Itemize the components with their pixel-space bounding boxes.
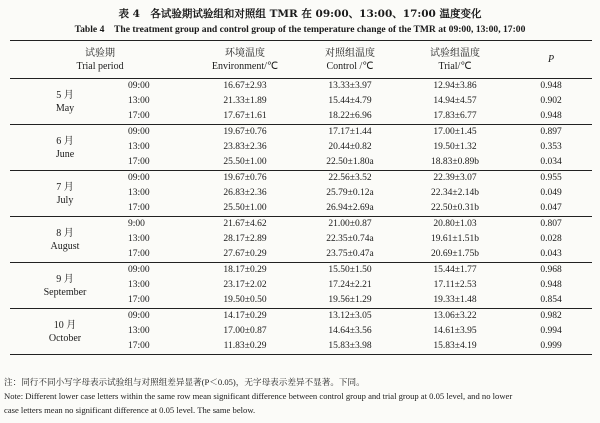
environment-cell: 11.83±0.29 [190,339,300,355]
table-row [10,217,592,233]
trial-period-cell [10,79,120,125]
control-cell: 23.75±0.47a [300,247,400,263]
time-cell: 13:00 [128,142,150,152]
note-english-line-1: Note: Different lower case letters within the same row mean significant difference between control group and trial group at 0.05 level, and no lower [4,391,513,401]
time-cell: 09:00 [128,311,150,321]
trial-cell: 15.83±4.19 [400,339,510,355]
p-value-cell: 0.994 [540,326,562,336]
environment-cell: 19.67±0.76 [223,173,267,183]
p-value-cell: 0.047 [510,201,592,217]
p-value-cell: 0.948 [510,109,592,125]
control-cell: 19.56±1.29 [300,293,400,309]
environment-cell: 27.67±0.29 [190,247,300,263]
environment-cell: 23.17±2.02 [223,280,267,290]
control-cell: 22.35±0.74a [326,234,374,244]
p-value-cell: 0.854 [510,293,592,309]
p-value-cell: 0.897 [540,127,562,137]
environment-cell: 17.00±0.87 [223,326,267,336]
environment-cell: 23.83±2.36 [223,142,267,152]
environment-cell: 25.50±1.00 [190,201,300,217]
trial-cell: 12.94±3.86 [433,81,477,91]
trial-cell: 19.33±1.48 [400,293,510,309]
time-cell: 17:00 [120,247,190,263]
environment-cell: 17.67±1.61 [190,109,300,125]
control-cell: 18.22±6.96 [300,109,400,125]
time-cell: 09:00 [128,81,150,91]
environment-cell: 28.17±2.89 [223,234,267,244]
trial-cell: 22.34±2.14b [431,188,479,198]
p-value-cell: 0.948 [540,280,562,290]
table-row [10,309,592,325]
trial-cell: 17.00±1.45 [433,127,477,137]
header-trial-en: Trial/℃ [438,60,472,72]
p-value-cell: 0.807 [540,219,562,229]
time-cell: 13:00 [128,96,150,106]
table-title-chinese: 表 4 各试验期试验组和对照组 TMR 在 09:00、13:00、17:00 温度变化 [118,8,482,20]
time-cell: 9:00 [128,219,145,229]
header-environment [190,41,300,79]
month-en: June [55,148,75,160]
p-value-cell: 0.982 [540,311,562,321]
trial-period-cell [10,263,120,309]
trial-cell: 14.61±3.95 [433,326,477,336]
month-cn: 9 月 [56,273,74,285]
control-cell: 17.17±1.44 [328,127,372,137]
trial-cell: 15.44±1.77 [433,265,477,275]
control-cell: 17.24±2.21 [328,280,372,290]
header-control [300,41,400,79]
control-cell: 13.33±3.97 [328,81,372,91]
environment-cell: 25.50±1.00 [190,155,300,171]
note-english-line-2: case letters mean no significant difference at 0.05 level. The same below. [4,405,256,415]
control-cell: 15.44±4.79 [328,96,372,106]
month-en: July [56,194,74,206]
header-env-cn: 环境温度 [225,47,266,59]
trial-cell: 18.83±0.89b [400,155,510,171]
environment-cell: 16.67±2.93 [223,81,267,91]
trial-period-cell [10,309,120,355]
note-chinese: 注：同行不同小写字母表示试验组与对照组差异显著(P＜0.05)，无字母表示差异不显著。下同。 [4,377,365,387]
header-period-cn: 试验期 [85,47,115,59]
control-cell: 15.83±3.98 [300,339,400,355]
trial-cell: 17.11±2.53 [433,280,477,290]
p-value-cell: 0.902 [540,96,562,106]
table-row [10,263,592,279]
month-en: October [48,332,82,344]
time-cell: 13:00 [128,188,150,198]
p-value-cell: 0.948 [540,81,562,91]
table-row [10,171,592,187]
environment-cell: 21.67±4.62 [223,219,267,229]
temperature-table [10,40,592,355]
control-cell: 25.79±0.12a [326,188,374,198]
p-value-cell: 0.043 [510,247,592,263]
time-cell: 09:00 [128,265,150,275]
environment-cell: 14.17±0.29 [223,311,267,321]
header-env-en: Environment/℃ [211,60,279,72]
month-cn: 5 月 [56,89,74,101]
p-value-cell: 0.955 [540,173,562,183]
header-trial [400,41,510,79]
month-cn: 6 月 [56,135,74,147]
header-control-cn: 对照组温度 [325,47,376,59]
trial-cell: 19.61±1.51b [431,234,479,244]
control-cell: 13.12±3.05 [328,311,372,321]
month-en: September [43,286,87,298]
p-value-cell: 0.034 [510,155,592,171]
time-cell: 17:00 [120,339,190,355]
header-trial-period [10,41,190,79]
table-title-english: Table 4 The treatment group and control group of the temperature change of the TMR at 09:00, 13:00, 17:00 [74,24,526,35]
time-cell: 17:00 [120,155,190,171]
header-trial-cn: 试验组温度 [430,47,481,59]
control-cell: 22.56±3.52 [328,173,372,183]
time-cell: 17:00 [120,293,190,309]
time-cell: 17:00 [120,201,190,217]
control-cell: 14.64±3.56 [328,326,372,336]
table-body [10,79,592,355]
time-cell: 13:00 [128,326,150,336]
month-en: August [50,240,80,252]
p-value-cell: 0.999 [510,339,592,355]
month-cn: 8 月 [56,227,74,239]
header-row [10,41,592,79]
trial-period-cell [10,171,120,217]
p-value-cell: 0.353 [540,142,562,152]
trial-period-cell [10,125,120,171]
trial-cell: 22.39±3.07 [433,173,477,183]
header-p-value: P [510,41,592,79]
trial-cell: 14.94±4.57 [433,96,477,106]
trial-period-cell [10,217,120,263]
control-cell: 22.50±1.80a [300,155,400,171]
trial-cell: 17.83±6.77 [400,109,510,125]
environment-cell: 18.17±0.29 [223,265,267,275]
month-cn: 10 月 [53,319,77,331]
table-row [10,125,592,141]
trial-cell: 19.50±1.32 [433,142,477,152]
environment-cell: 19.67±0.76 [223,127,267,137]
time-cell: 09:00 [128,173,150,183]
trial-cell: 13.06±3.22 [433,311,477,321]
environment-cell: 26.83±2.36 [223,188,267,198]
trial-cell: 20.69±1.75b [400,247,510,263]
control-cell: 20.44±0.82 [328,142,372,152]
time-cell: 17:00 [120,109,190,125]
table-notes [4,375,596,417]
table-row [10,79,592,95]
environment-cell: 19.50±0.50 [190,293,300,309]
time-cell: 09:00 [128,127,150,137]
p-value-cell: 0.968 [540,265,562,275]
header-period-en: Trial period [76,60,124,72]
control-cell: 15.50±1.50 [328,265,372,275]
control-cell: 21.00±0.87 [328,219,372,229]
p-value-cell: 0.049 [540,188,562,198]
month-cn: 7 月 [56,181,74,193]
header-control-en: Control /℃ [326,60,374,72]
control-cell: 26.94±2.69a [300,201,400,217]
time-cell: 13:00 [128,234,150,244]
trial-cell: 20.80±1.03 [433,219,477,229]
environment-cell: 21.33±1.89 [223,96,267,106]
trial-cell: 22.50±0.31b [400,201,510,217]
time-cell: 13:00 [128,280,150,290]
month-en: May [55,102,75,114]
p-value-cell: 0.028 [540,234,562,244]
